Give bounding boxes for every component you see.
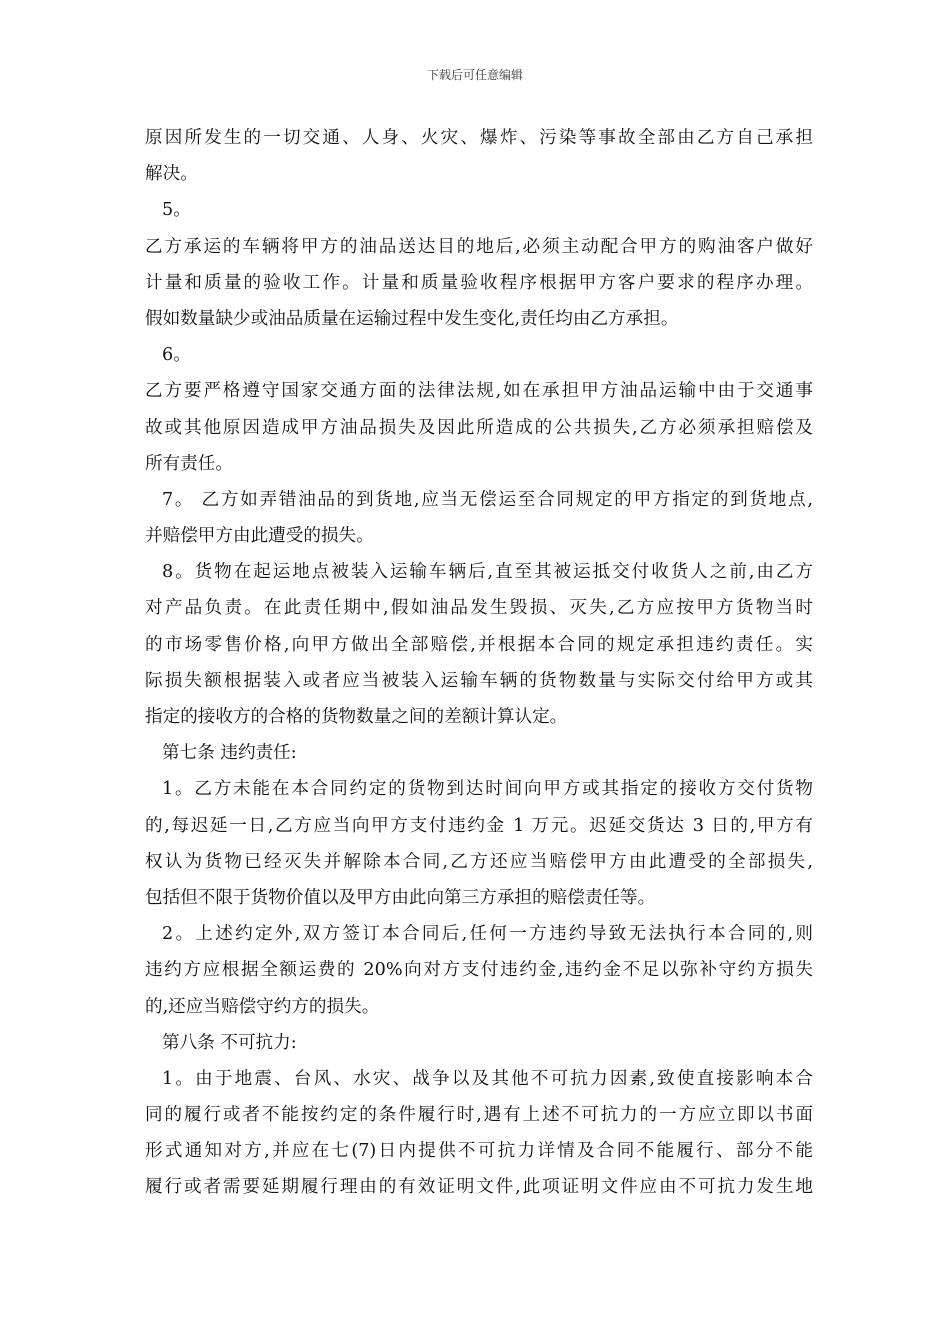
- text-line: 的,还应当赔偿守约方的损失。: [145, 996, 380, 1017]
- text-line: 8。货物在起运地点被装入运输车辆后,直至其被运抵交付收货人之前,由乙方: [162, 562, 813, 583]
- text-line: 假如数量缺少或油品质量在运输过程中发生变化,责任均由乙方承担。: [145, 308, 679, 329]
- text-line: 7。 乙方如弄错油品的到货地,应当无偿运至合同规定的甲方指定的到货地点,: [162, 489, 813, 510]
- text-line: 乙方承运的车辆将甲方的油品送达目的地后,必须主动配合甲方的购油客户做好: [145, 236, 813, 257]
- text-line: 解决。: [145, 164, 198, 185]
- text-line: 的市场零售价格,向甲方做出全部赔偿,并根据本合同的规定承担违约责任。实: [145, 634, 813, 655]
- text-line: 指定的接收方的合格的货物数量之间的差额计算认定。: [145, 707, 568, 727]
- text-line: 履行或者需要延期履行理由的有效证明文件,此项证明文件应由不可抗力发生地: [145, 1177, 813, 1198]
- text-line: 计量和质量的验收工作。计量和质量验收程序根据甲方客户要求的程序办理。: [145, 272, 813, 293]
- text-line: 对产品负责。在此责任期中,假如油品发生毁损、灭失,乙方应按甲方货物当时: [145, 598, 813, 619]
- text-line: 同的履行或者不能按约定的条件履行时,遇有上述不可抗力的一方应立即以书面: [145, 1105, 813, 1126]
- text-line: 第七条 违约责任:: [162, 743, 297, 764]
- text-line: 原因所发生的一切交通、人身、火灾、爆炸、污染等事故全部由乙方自己承担: [145, 128, 813, 148]
- text-line: 权认为货物已经灭失并解除本合同,乙方还应当赔偿甲方由此遭受的全部损失,: [145, 851, 813, 872]
- text-line: 第八条 不可抗力:: [162, 1032, 297, 1053]
- text-line: 故或其他原因造成甲方油品损失及因此所造成的公共损失,乙方必须承担赔偿及: [145, 417, 813, 438]
- text-line: 形式通知对方,并应在七(7)日内提供不可抗力详情及合同不能履行、部分不能: [145, 1141, 813, 1162]
- text-line: 乙方要严格遵守国家交通方面的法律法规,如在承担甲方油品运输中由于交通事: [145, 381, 813, 402]
- text-line: 所有责任。: [145, 453, 233, 474]
- text-line: 并赔偿甲方由此遭受的损失。: [145, 526, 374, 547]
- text-line: 包括但不限于货物价值以及甲方由此向第三方承担的赔偿责任等。: [145, 887, 656, 908]
- text-line: 5。: [162, 200, 191, 221]
- text-line: 1。由于地震、台风、水灾、战争以及其他不可抗力因素,致使直接影响本合: [162, 1068, 813, 1089]
- text-line: 1。乙方未能在本合同约定的货物到达时间向甲方或其指定的接收方交付货物: [162, 779, 813, 800]
- page-header: 下载后可任意编辑: [426, 68, 523, 82]
- text-line: 2。上述约定外,双方签订本合同后,任何一方违约导致无法执行本合同的,则: [162, 924, 813, 945]
- text-line: 的,每迟延一日,乙方应当向甲方支付违约金 1 万元。迟延交货达 3 日的,甲方有: [145, 815, 813, 836]
- text-line: 6。: [162, 345, 191, 366]
- text-line: 违约方应根据全额运费的 20%向对方支付违约金,违约金不足以弥补守约方损失: [145, 960, 813, 981]
- text-line: 际损失额根据装入或者应当被装入运输车辆的货物数量与实际交付给甲方或其: [145, 670, 813, 691]
- document-body: [145, 120, 813, 1206]
